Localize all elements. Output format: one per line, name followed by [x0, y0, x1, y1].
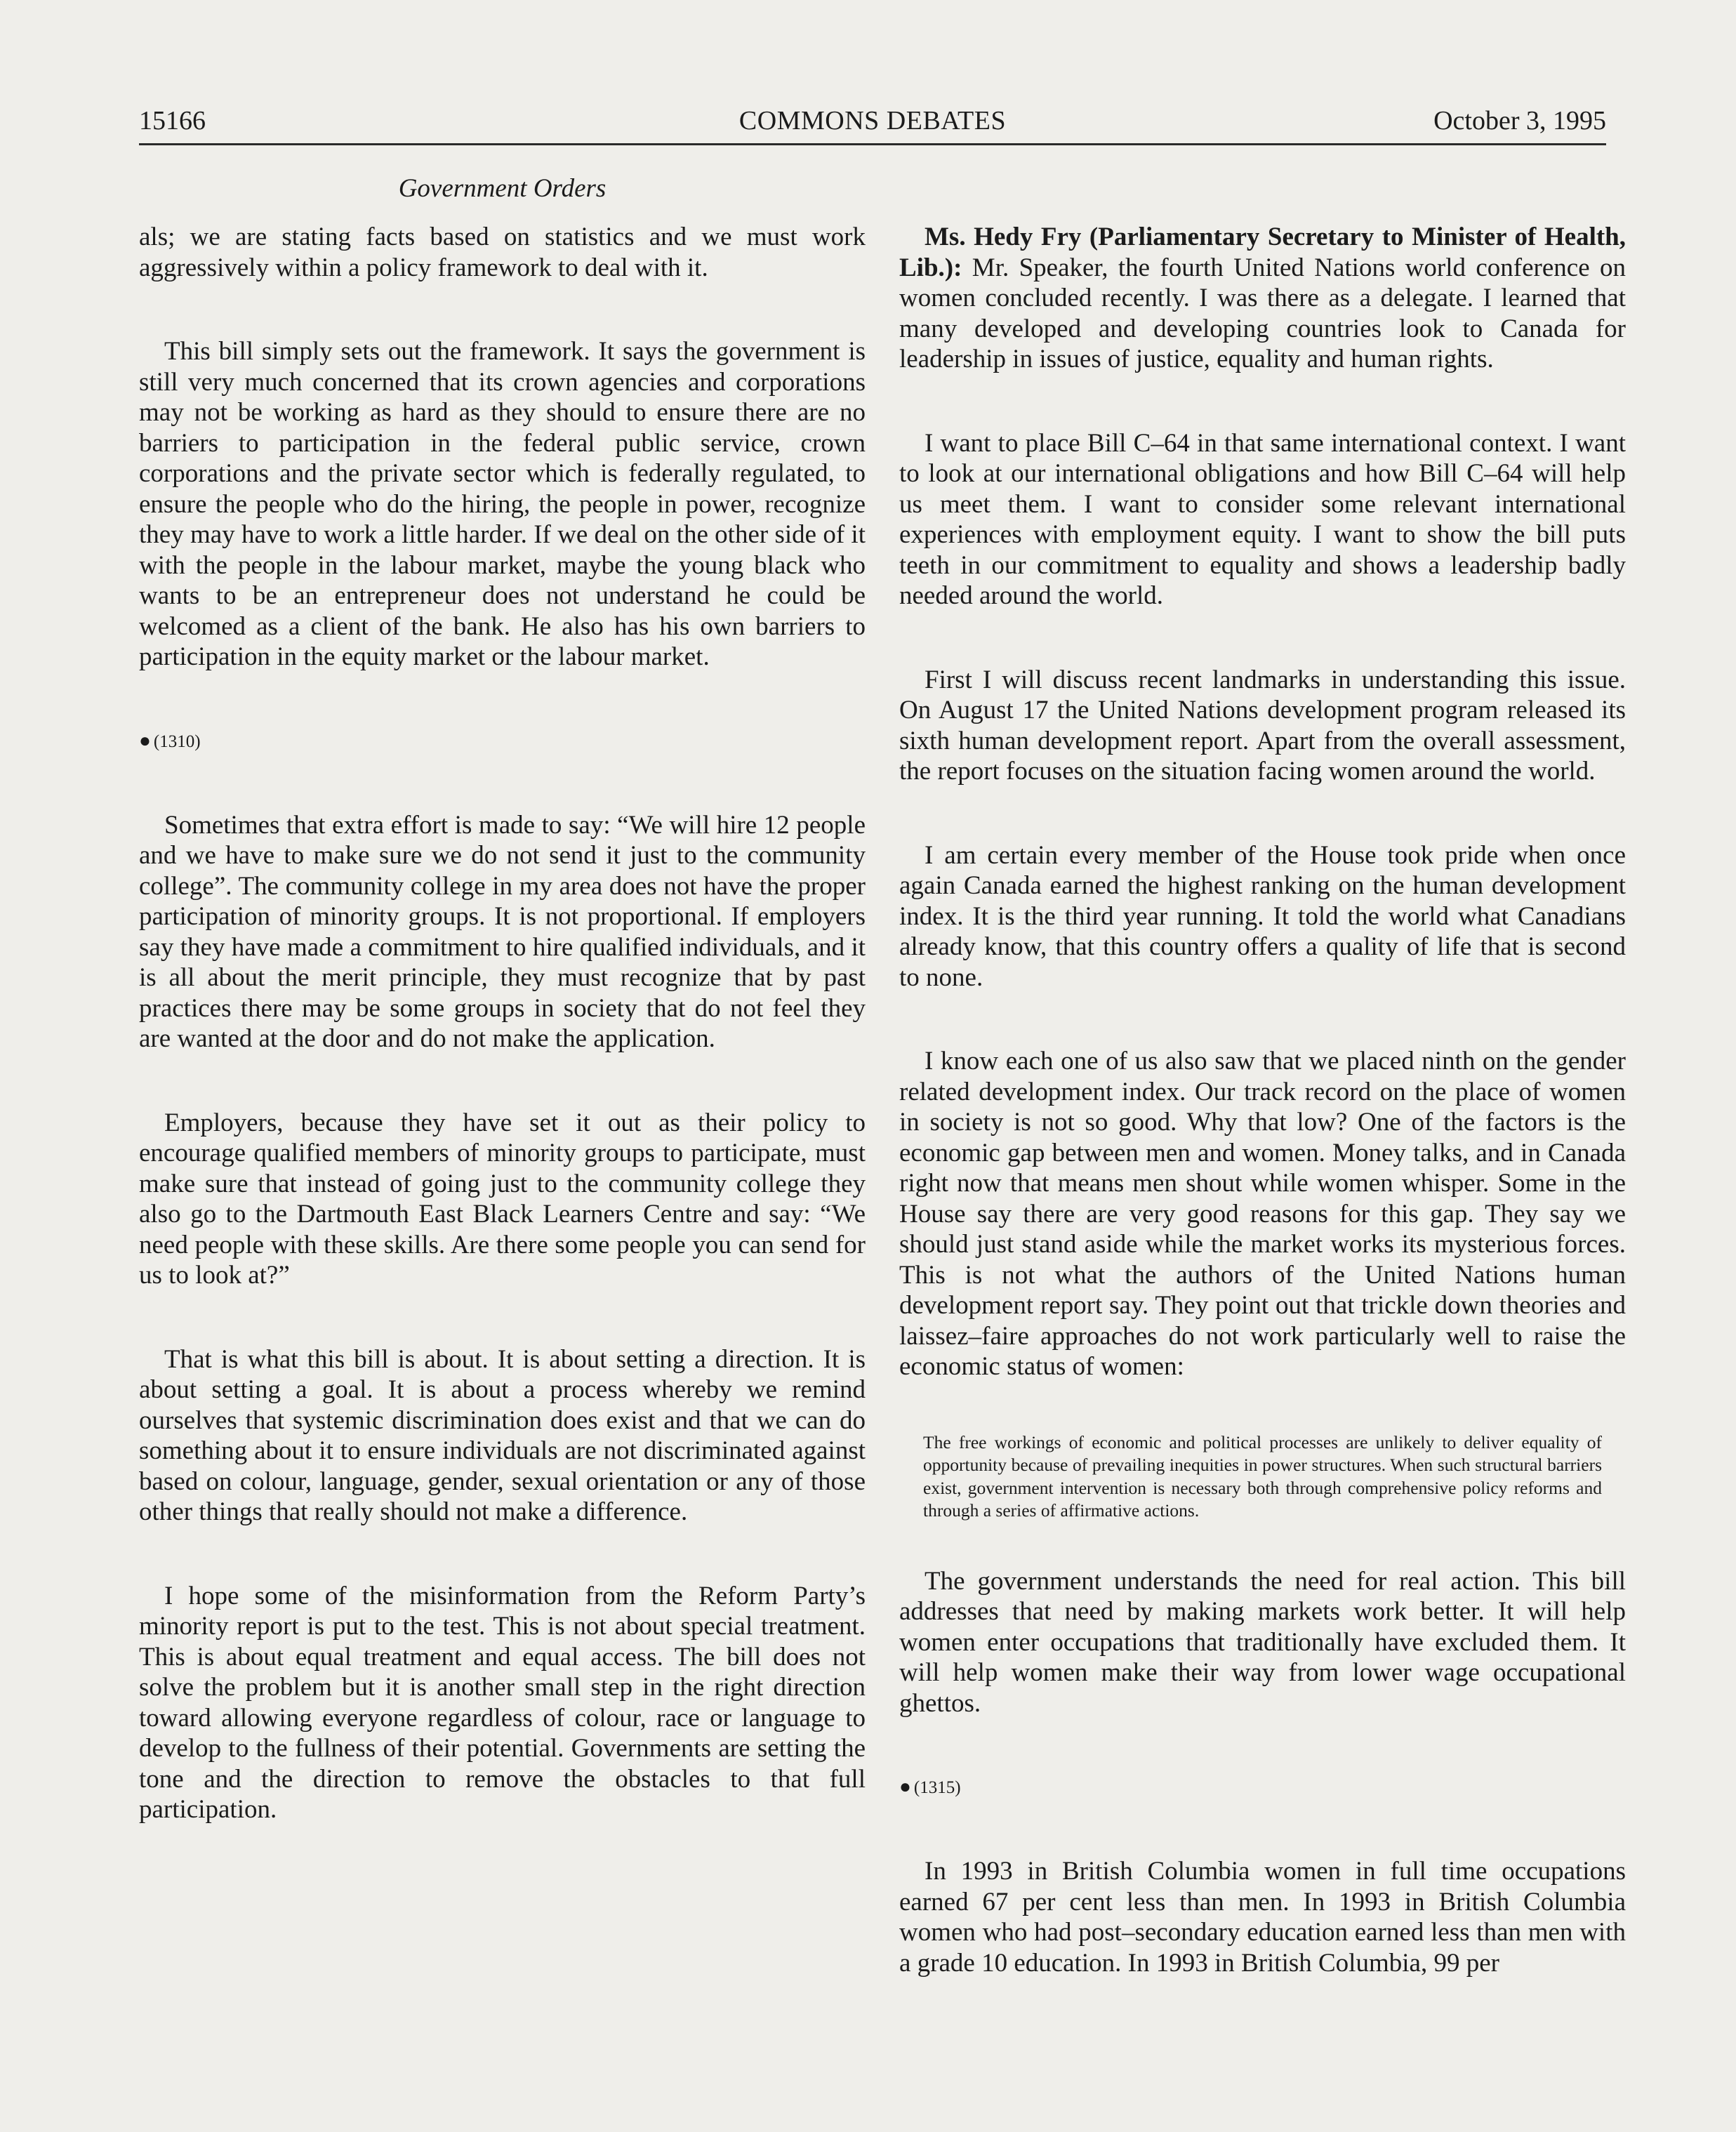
- paragraph: Sometimes that extra effort is made to say: “We will hire 12 people and we have to make sure we do not send it just to the community college”. The community college in my area does not have the proper participation of minority groups. It is not proportional. If employers say they have made a commitment to hire qualified individuals, and it is all about the merit principle, they must recognize that by past practices there may be some groups in society that do not feel they are wanted at the door and do not make the application.: [139, 810, 866, 1053]
- timestamp-text: (1315): [913, 1778, 961, 1797]
- paragraph: I want to place Bill C–64 in that same international context. I want to look at our international obligations and how Bill C–64 will help us meet them. I want to consider some relevant international experiences with employment equity. I want to show the bill puts teeth in our commitment to equality and shows a leadership badly needed around the world.: [899, 428, 1626, 610]
- speech-opening: [899, 222, 1626, 375]
- paragraph: This bill simply sets out the framework. It says the government is still very much concerned that its crown agencies and corporations may not be working as hard as they should to ensure there are no barriers to participation in the federal public service, crown corporations and the private sector which is federally regulated, to ensure the people who do the hiring, the people in power, recognize they may have to work a little harder. If we deal on the other side of it with the people in the labour market, maybe the young black who wants to be an entrepreneur does not understand he could be welcomed as a client of the bank. He also has his own barriers to participation in the equity market or the labour market.: [139, 337, 866, 671]
- header-rule: [139, 143, 1606, 145]
- paragraph: In 1993 in British Columbia women in full time occupations earned 67 per cent less than men. In 1993 in British Columbia women who had post–secondary education earned less than men with a grade 10 education. In 1993 in British Columbia, 99 per: [899, 1857, 1626, 1978]
- paragraph: The government understands the need for real action. This bill addresses that need by making markets work better. It will help women enter occupations that traditionally have excluded them. It will help women make their way from lower wage occupational ghettos.: [899, 1566, 1626, 1718]
- bullet-icon: ●: [139, 729, 151, 752]
- paragraph: Employers, because they have set it out as their policy to encourage qualified members of minority groups to participate, must make sure that instead of going just to the community college they also go to the Dartmouth East Black Learners Centre and say: “We need people with these skills. Are there some people you can send for us to look at?”: [139, 1108, 866, 1290]
- paragraph: I know each one of us also saw that we placed ninth on the gender related development index. Our track record on the place of women in society is not so good. Why that low? One of the factors is the economic gap between men and women. Money talks, and in Canada right now that means men shout while women whisper. Some in the House say there are very good reasons for this gap. They say we should just stand aside while the market works its mysterious forces. This is not what the authors of the United Nations human development report say. They point out that trickle down theories and laissez–faire approaches do not work particularly well to raise the economic status of women:: [899, 1047, 1626, 1381]
- page-header: [139, 100, 1606, 141]
- paragraph: I hope some of the misinformation from the Reform Party’s minority report is put to the test. This is not about special treatment. This is about equal treatment and equal access. The bill does not solve the problem but it is another small step in the right direction toward allowing everyone regardless of colour, race or language to develop to the fullness of their potential. Governments are setting the tone and the direction to remove the obstacles to that full participation.: [139, 1581, 866, 1824]
- timestamp: [139, 726, 866, 757]
- paragraph: I am certain every member of the House took pride when once again Canada earned the highest ranking on the human development index. It is the third year running. It told the world what Canadians already know, that this country offers a quality of life that is second to none.: [899, 840, 1626, 992]
- publication-date: October 3, 1995: [1433, 106, 1606, 135]
- timestamp: [899, 1772, 1626, 1803]
- page-number: 15166: [139, 106, 206, 135]
- right-column: [899, 222, 1626, 2032]
- speaker-name: Ms. Hedy Fry (Parliamentary Secretary to Minister of Health, Lib.):: [899, 223, 1626, 282]
- bullet-icon: ●: [899, 1776, 911, 1798]
- block-quote: The free workings of economic and political processes are unlikely to deliver equality of opportunity because of prevailing inequities in power structures. When such structural barriers exist, government intervention is necessary both through comprehensive policy reforms and through a series of affirmative actions.: [923, 1431, 1602, 1521]
- speech-text: Mr. Speaker, the fourth United Nations world conference on women concluded recently. I was there as a delegate. I learned that many developed and developing countries look to Canada for leadership in issues of justice, equality and human rights.: [899, 253, 1626, 373]
- section-title: Government Orders: [398, 174, 607, 203]
- paragraph: That is what this bill is about. It is about setting a direction. It is about setting a goal. It is about a process whereby we remind ourselves that systemic discrimination does exist and that we can do something about it to ensure individuals are not discriminated against based on colour, language, gender, sexual orientation or any of those other things that really should not make a difference.: [139, 1344, 866, 1526]
- left-column: [139, 222, 866, 1879]
- publication-title: COMMONS DEBATES: [738, 106, 1007, 135]
- paragraph: First I will discuss recent landmarks in understanding this issue. On August 17 the United Nations development program released its sixth human development report. Apart from the overall assessment, the report focuses on the situation facing women around the world.: [899, 665, 1626, 786]
- timestamp-text: (1310): [153, 731, 201, 751]
- paragraph: als; we are stating facts based on statistics and we must work aggressively within a policy framework to deal with it.: [139, 223, 866, 282]
